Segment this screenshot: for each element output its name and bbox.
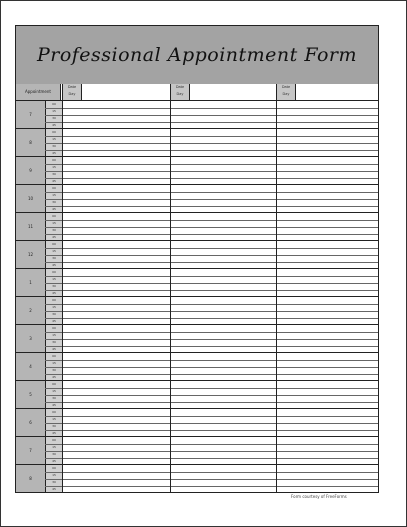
quarter-hour-line (45, 234, 378, 235)
minute-label: 15 (52, 473, 56, 477)
minute-label: 45 (52, 151, 56, 155)
quarter-hour-line (45, 248, 378, 249)
quarter-hour-line (45, 339, 378, 340)
minute-label: 15 (52, 333, 56, 337)
quarter-hour-line (45, 220, 378, 221)
minute-label: 45 (52, 403, 56, 407)
hour-label: 8 (16, 465, 46, 492)
minute-label: 15 (52, 221, 56, 225)
quarter-hour-line (45, 388, 378, 389)
minute-label: 30 (52, 424, 56, 428)
quarter-hour-line (45, 444, 378, 445)
minute-label: 45 (52, 431, 56, 435)
minute-label: 15 (52, 165, 56, 169)
column-divider (276, 84, 277, 492)
hour-block (16, 129, 378, 157)
hour-block (16, 157, 378, 185)
minute-label: 30 (52, 228, 56, 232)
minute-label: 30 (52, 284, 56, 288)
minute-label: 00 (52, 466, 56, 470)
minute-label: 30 (52, 480, 56, 484)
minute-label: 30 (52, 172, 56, 176)
quarter-hour-line (45, 164, 378, 165)
quarter-hour-line (45, 192, 378, 193)
quarter-hour-line (45, 276, 378, 277)
quarter-hour-line (45, 136, 378, 137)
quarter-hour-line (45, 346, 378, 347)
hour-block (16, 297, 378, 325)
hour-block (16, 101, 378, 129)
minute-label: 15 (52, 277, 56, 281)
hour-block (16, 437, 378, 465)
minute-label: 45 (52, 487, 56, 491)
quarter-hour-line (45, 199, 378, 200)
quarter-hour-line (45, 472, 378, 473)
hour-label: 4 (16, 353, 46, 380)
minute-label: 45 (52, 179, 56, 183)
day-label-2: Day (176, 92, 184, 96)
hour-block (16, 241, 378, 269)
minute-label: 00 (52, 382, 56, 386)
minute-label: 15 (52, 445, 56, 449)
quarter-hour-line (45, 283, 378, 284)
appointment-rows (16, 101, 378, 493)
quarter-hour-line (45, 255, 378, 256)
appointment-form (15, 25, 379, 493)
quarter-hour-line (45, 318, 378, 319)
quarter-hour-line (45, 458, 378, 459)
quarter-hour-line (45, 262, 378, 263)
hour-label: 7 (16, 101, 46, 128)
hour-label: 9 (16, 157, 46, 184)
hour-label: 7 (16, 437, 46, 464)
minute-label: 30 (52, 116, 56, 120)
quarter-hour-line (45, 486, 378, 487)
quarter-hour-line (45, 367, 378, 368)
hour-label: 12 (16, 241, 46, 268)
hour-label: 6 (16, 409, 46, 436)
minute-label: 45 (52, 263, 56, 267)
minute-label: 00 (52, 410, 56, 414)
hour-block (16, 465, 378, 493)
minute-label: 30 (52, 200, 56, 204)
footer-note: Form courtesy of FreeForms (291, 494, 347, 499)
hour-label: 2 (16, 297, 46, 324)
quarter-hour-line (45, 115, 378, 116)
minute-label: 15 (52, 305, 56, 309)
day-label-3: Day (282, 92, 290, 96)
quarter-hour-line (45, 150, 378, 151)
minute-label: 30 (52, 256, 56, 260)
column-divider (170, 84, 171, 492)
date-day-cell-2 (170, 84, 190, 100)
minute-label: 30 (52, 452, 56, 456)
minute-label: 15 (52, 361, 56, 365)
minute-label: 00 (52, 158, 56, 162)
minute-label: 30 (52, 340, 56, 344)
quarter-hour-line (45, 479, 378, 480)
minute-label: 30 (52, 144, 56, 148)
hour-label: 11 (16, 213, 46, 240)
minute-label: 45 (52, 291, 56, 295)
date-day-cell-1 (62, 84, 82, 100)
header-row (16, 84, 378, 101)
quarter-hour-line (45, 290, 378, 291)
minute-label: 00 (52, 242, 56, 246)
minute-label: 15 (52, 137, 56, 141)
minute-label: 45 (52, 459, 56, 463)
minute-label: 00 (52, 438, 56, 442)
minute-label: 30 (52, 396, 56, 400)
quarter-hour-line (45, 430, 378, 431)
quarter-hour-line (45, 178, 378, 179)
minute-label: 45 (52, 319, 56, 323)
quarter-hour-line (45, 143, 378, 144)
minute-label: 00 (52, 298, 56, 302)
quarter-hour-line (45, 171, 378, 172)
hour-block (16, 185, 378, 213)
date-label-1: Date (67, 85, 77, 89)
minute-label: 00 (52, 270, 56, 274)
minute-label: 00 (52, 354, 56, 358)
minute-label: 00 (52, 214, 56, 218)
hour-label: 5 (16, 381, 46, 408)
minute-label: 15 (52, 193, 56, 197)
quarter-hour-line (45, 304, 378, 305)
hour-block (16, 213, 378, 241)
quarter-hour-line (45, 360, 378, 361)
minute-label: 15 (52, 109, 56, 113)
header-label: Appointment (16, 84, 61, 100)
minute-label: 00 (52, 326, 56, 330)
hour-label: 10 (16, 185, 46, 212)
quarter-hour-line (45, 395, 378, 396)
minute-label: 00 (52, 186, 56, 190)
quarter-hour-line (45, 451, 378, 452)
title-bar (16, 26, 378, 85)
quarter-hour-line (45, 332, 378, 333)
minute-label: 15 (52, 389, 56, 393)
hour-label: 1 (16, 269, 46, 296)
quarter-hour-line (45, 108, 378, 109)
date-label-3: Date (281, 85, 291, 89)
quarter-hour-line (45, 227, 378, 228)
date-label-2: Date (175, 85, 185, 89)
quarter-hour-line (45, 311, 378, 312)
hour-block (16, 269, 378, 297)
column-divider (62, 84, 63, 492)
minute-label: 45 (52, 123, 56, 127)
quarter-hour-line (45, 122, 378, 123)
form-title: Professional Appointment Form (36, 44, 358, 66)
day-label-1: Day (68, 92, 76, 96)
minute-label: 45 (52, 207, 56, 211)
minute-label: 45 (52, 347, 56, 351)
minute-label: 15 (52, 417, 56, 421)
quarter-hour-line (45, 423, 378, 424)
minute-label: 45 (52, 235, 56, 239)
minute-label: 30 (52, 368, 56, 372)
hour-label: 8 (16, 129, 46, 156)
hour-label: 3 (16, 325, 46, 352)
minute-label: 30 (52, 312, 56, 316)
date-day-cell-3 (276, 84, 296, 100)
quarter-hour-line (45, 206, 378, 207)
hour-block (16, 409, 378, 437)
quarter-hour-line (45, 374, 378, 375)
quarter-hour-line (45, 402, 378, 403)
minute-label: 15 (52, 249, 56, 253)
quarter-hour-line (45, 416, 378, 417)
minute-label: 00 (52, 130, 56, 134)
hour-block (16, 381, 378, 409)
hour-block (16, 353, 378, 381)
minute-label: 00 (52, 102, 56, 106)
hour-block (16, 325, 378, 353)
minute-label: 45 (52, 375, 56, 379)
